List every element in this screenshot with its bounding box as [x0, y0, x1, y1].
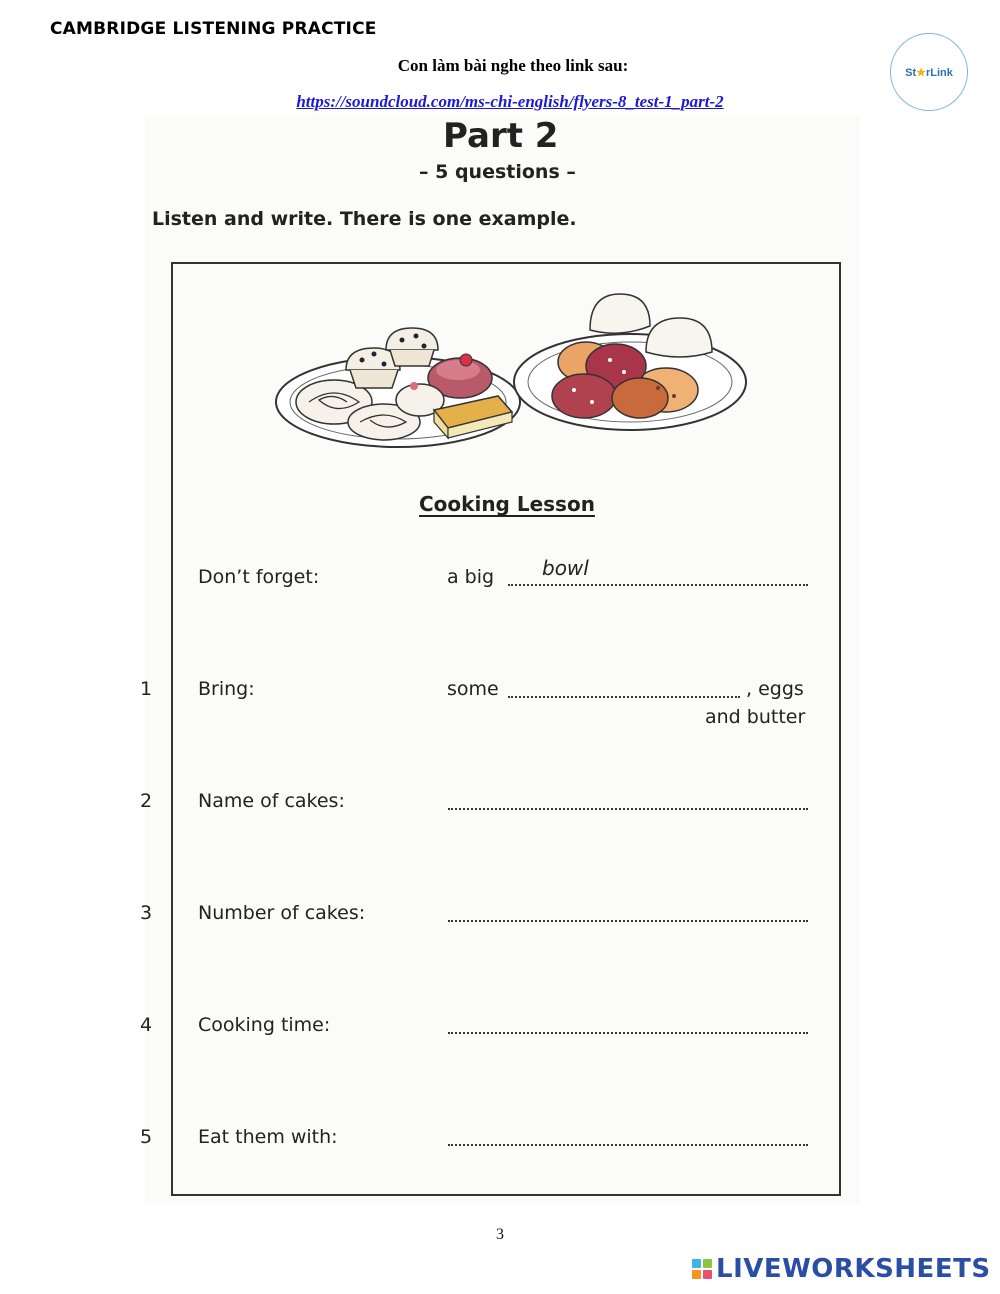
liveworksheets-wordmark: LIVEWORKSHEETS — [716, 1254, 991, 1284]
example-answer-line — [508, 584, 808, 586]
answer-input-1[interactable] — [510, 673, 742, 697]
part-title: Part 2 — [443, 116, 559, 156]
soundcloud-link[interactable]: https://soundcloud.com/ms-chi-english/flyers-8_test-1_part-2 — [296, 92, 724, 111]
part-subtitle: – 5 questions – — [419, 161, 576, 183]
question-number: 4 — [140, 1014, 153, 1036]
question-label: Eat them with: — [198, 1126, 338, 1148]
question-number: 3 — [140, 902, 153, 924]
question-label: Number of cakes: — [198, 902, 366, 924]
question-suffix: , eggs — [746, 678, 804, 700]
liveworksheets-icon — [692, 1259, 712, 1279]
starlink-logo — [890, 33, 968, 111]
question-suffix-line2: and butter — [705, 706, 806, 728]
example-answer: bowl — [542, 556, 589, 580]
worksheet-header-title: CAMBRIDGE LISTENING PRACTICE — [50, 19, 377, 39]
question-label: Cooking time: — [198, 1014, 331, 1036]
question-label: Bring: — [198, 678, 255, 700]
question-number: 5 — [140, 1126, 153, 1148]
answer-input-3[interactable] — [450, 897, 810, 921]
task-instruction: Listen and write. There is one example. — [152, 208, 577, 230]
listening-instruction: Con làm bài nghe theo link sau: — [397, 56, 629, 75]
page-number: 3 — [496, 1226, 504, 1243]
question-label: Name of cakes: — [198, 790, 345, 812]
example-prefix: a big — [447, 566, 495, 588]
question-number: 2 — [140, 790, 153, 812]
logo-text: St★rLink — [905, 66, 953, 79]
answer-input-4[interactable] — [450, 1009, 810, 1033]
answer-input-2[interactable] — [450, 785, 810, 809]
star-icon: ★ — [916, 66, 926, 79]
answer-input-5[interactable] — [450, 1121, 810, 1145]
example-label: Don’t forget: — [198, 566, 320, 588]
lesson-title: Cooking Lesson — [419, 492, 595, 516]
cakes-illustration — [274, 290, 754, 450]
question-prefix: some — [447, 678, 499, 700]
liveworksheets-brand — [692, 1254, 991, 1284]
question-number: 1 — [140, 678, 153, 700]
